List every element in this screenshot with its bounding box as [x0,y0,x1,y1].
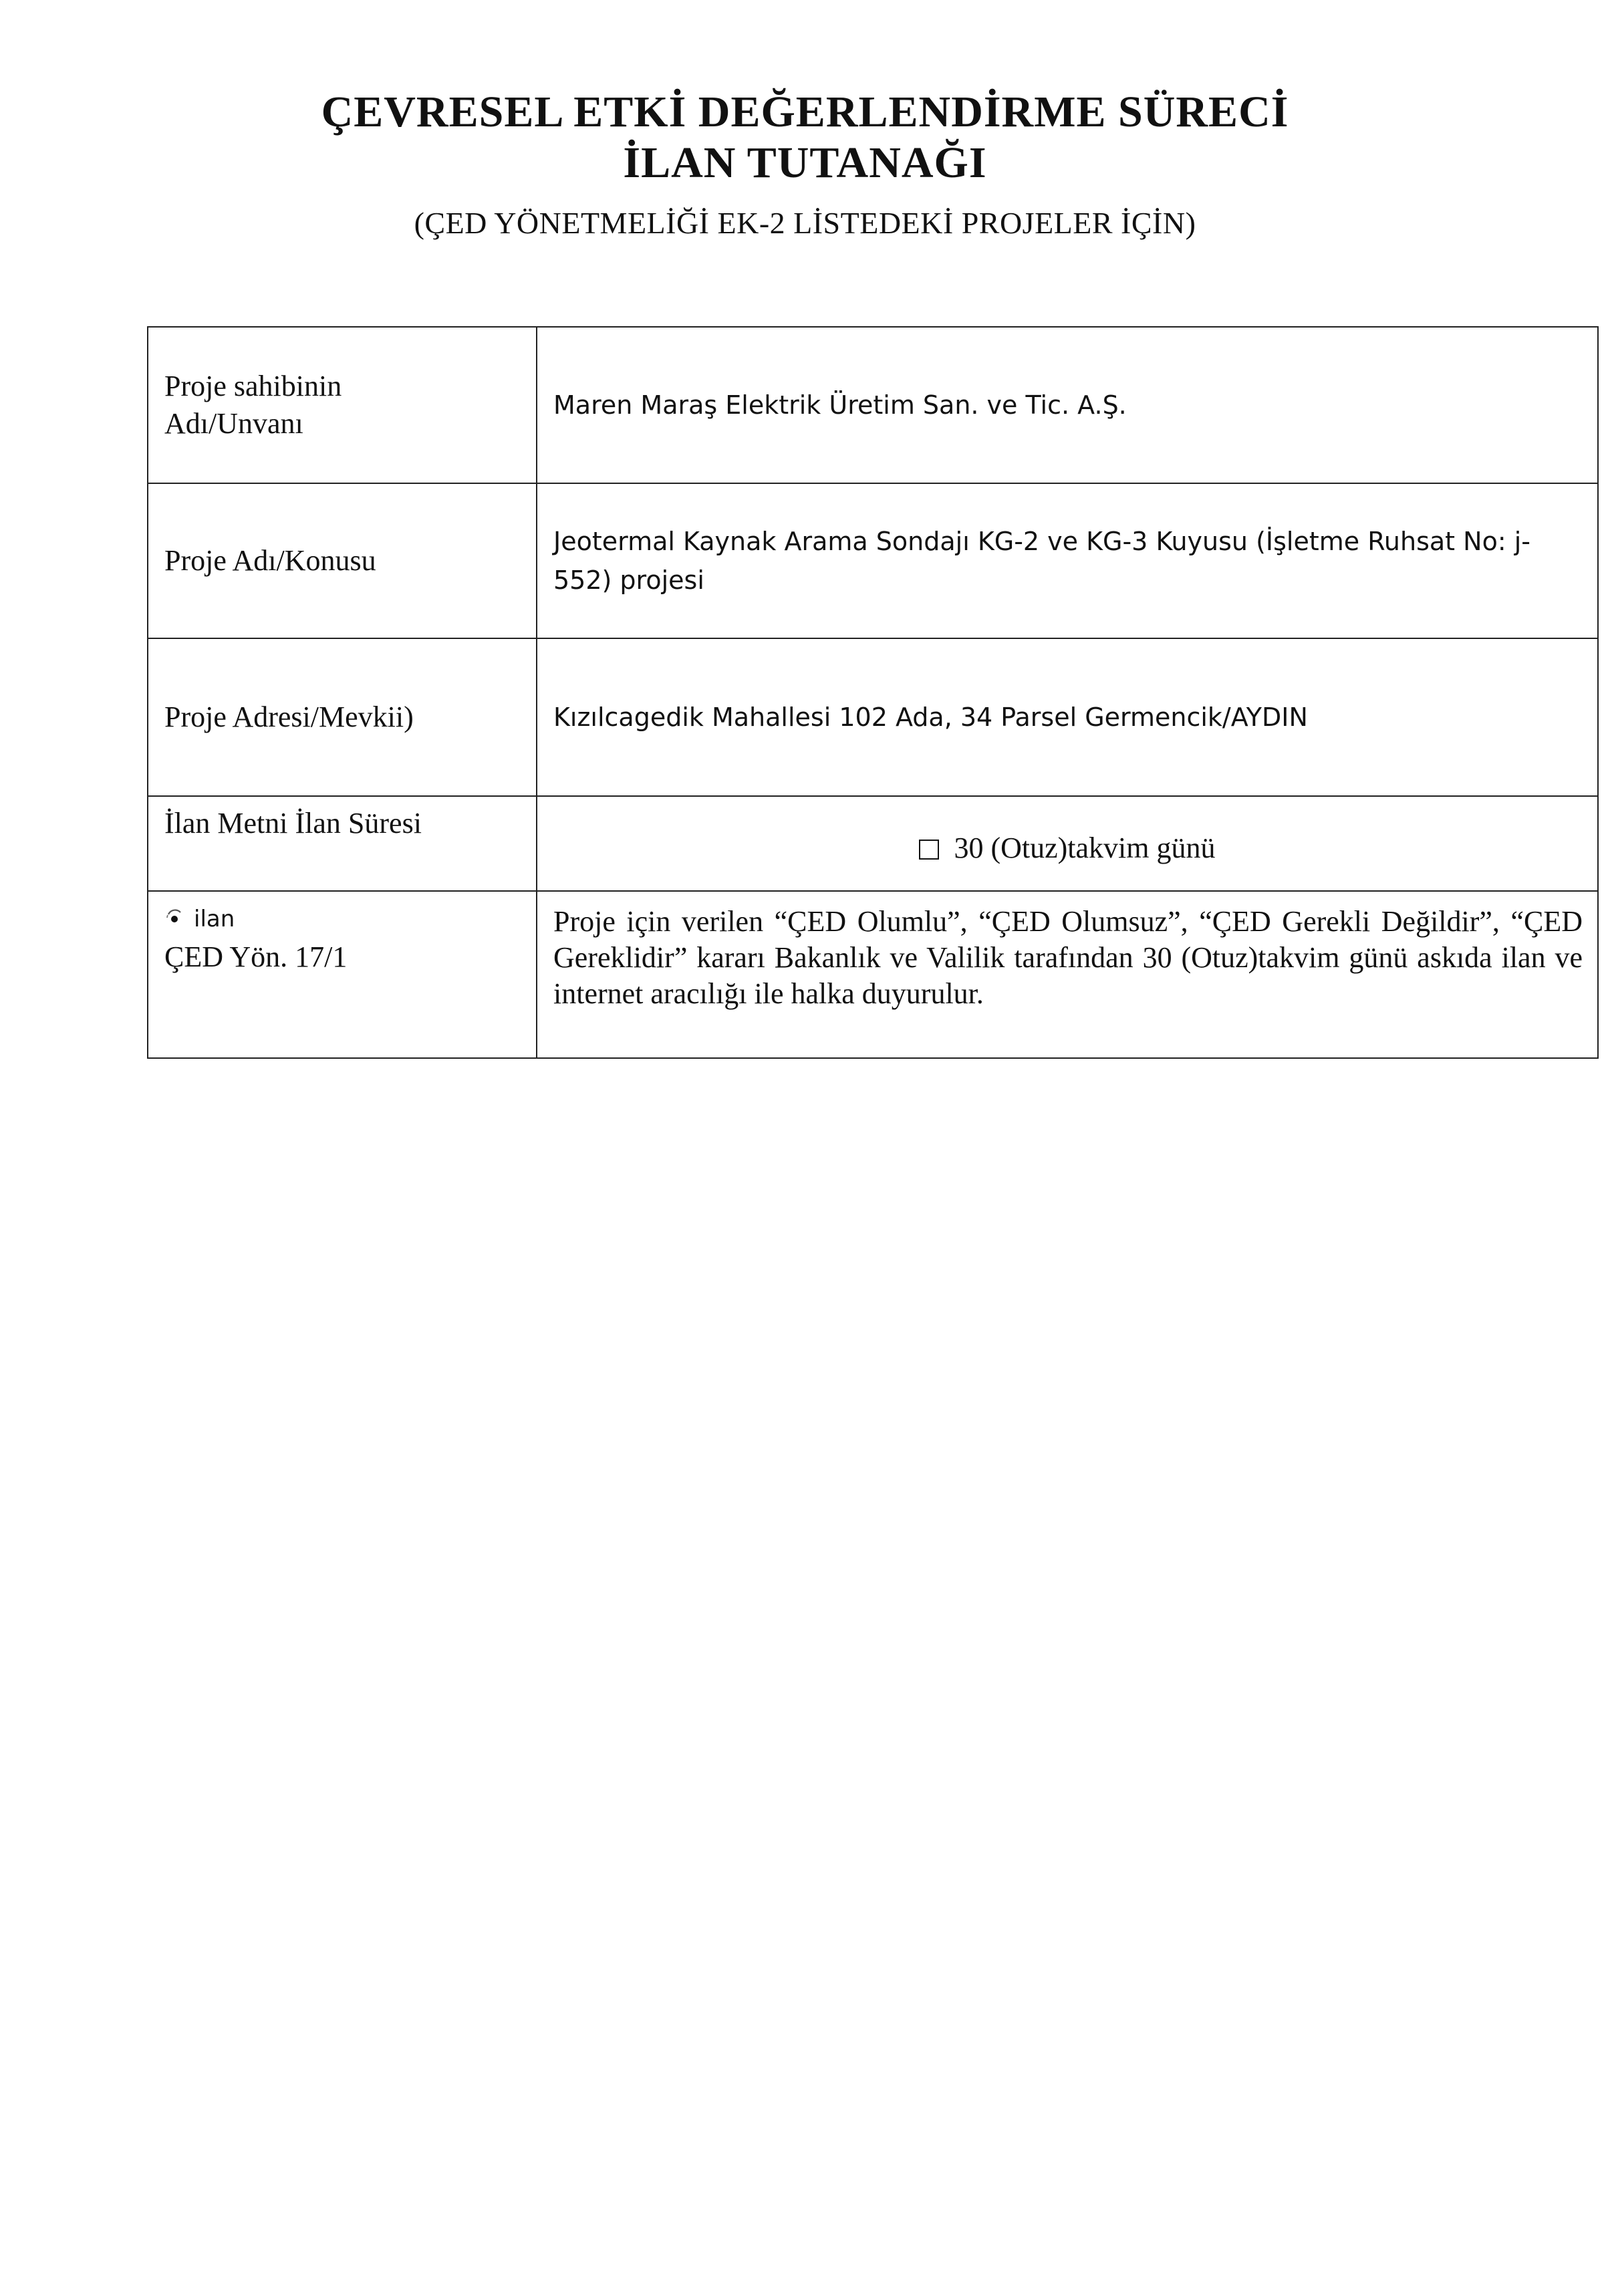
radio-selected-icon [164,908,184,928]
label-regulation-reference: ÇED Yön. 17/1 [164,940,348,973]
radio-option-ilan[interactable] [164,904,536,934]
label-cell-project-owner [148,327,537,483]
duration-checkbox[interactable] [919,840,939,860]
label-project-address: Proje Adresi/Mevkii) [148,638,537,796]
label-cell-announcement-method [148,891,537,1058]
label-announcement-duration: İlan Metni İlan Süresi [148,796,537,891]
document-title-line1: ÇEVRESEL ETKİ DEĞERLENDİRME SÜRECİ [321,88,1289,136]
label-project-owner-line2: Adı/Unvanı [164,407,303,440]
radio-option-ilan-label: ilan [194,906,235,932]
announcement-info-table [147,326,1599,1059]
value-announcement-method: Proje için verilen “ÇED Olumlu”, “ÇED Olumsuz”, “ÇED Gerekli Değildir”, “ÇED Gereklidir” kararı Bakanlık ve Valilik tarafından 30 (Otuz)takvim günü askıda ilan ve internet aracılığı ile halka duyurulur. [537,891,1598,1058]
value-cell-announcement-duration [537,796,1598,891]
table-row-project-owner [148,327,1598,483]
value-announcement-duration: 30 (Otuz)takvim günü [954,832,1216,864]
label-project-name: Proje Adı/Konusu [148,483,537,638]
table-row-announcement-duration [148,796,1598,891]
value-project-owner: Maren Maraş Elektrik Üretim San. ve Tic. A.Ş. [537,327,1598,483]
document-title-line2: İLAN TUTANAĞI [623,138,987,187]
document-subtitle: (ÇED YÖNETMELİĞİ EK-2 LİSTEDEKİ PROJELER İÇİN) [414,206,1196,240]
table-row-project-name [148,483,1598,638]
label-project-owner-line1: Proje sahibinin [164,370,342,402]
table-row-project-address [148,638,1598,796]
value-project-name: Jeotermal Kaynak Arama Sondajı KG-2 ve KG-3 Kuyusu (İşletme Ruhsat No: j-552) projesi [537,483,1598,638]
table-row-announcement-method [148,891,1598,1058]
value-project-address: Kızılcagedik Mahallesi 102 Ada, 34 Parsel Germencik/AYDIN [537,638,1598,796]
